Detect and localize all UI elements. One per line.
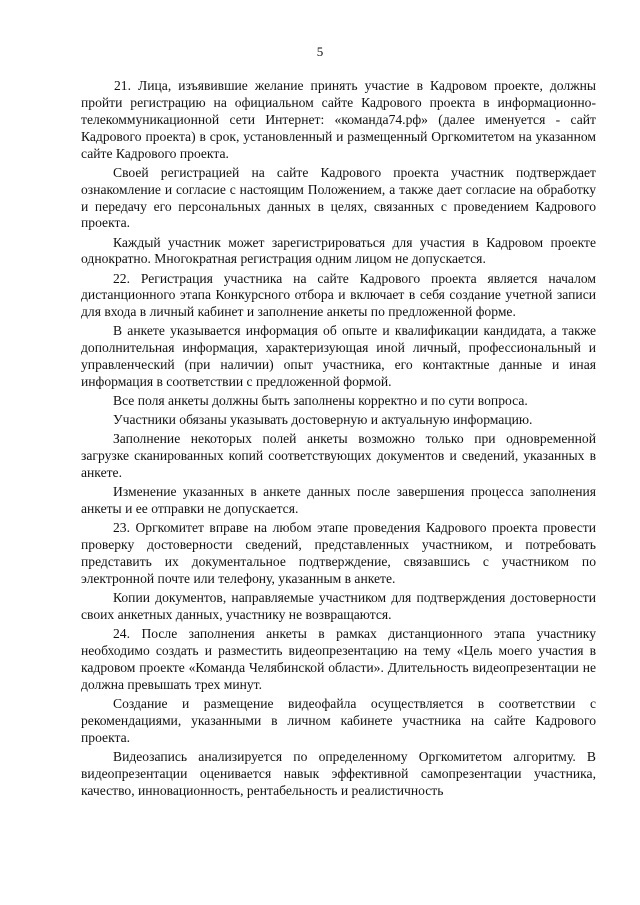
paragraph-scanned-copies: Заполнение некоторых полей анкеты возможно только при одновременной загрузке сканированных копий соответствующих документов и сведений, указанных в анкете.: [81, 431, 596, 481]
paragraph-reliable-info: Участники обязаны указывать достоверную и актуальную информацию.: [113, 412, 533, 428]
paragraph-questionnaire-info: В анкете указывается информация об опыте и квалификации кандидата, а также дополнительная информация, характеризующая иной личный, профессиональный и управленческий (при наличии) опыт участника, его контактные данные и иная информация в соответствии с предложенной формой.: [81, 323, 596, 390]
paragraph-fields-correct: Все поля анкеты должны быть заполнены корректно и по сути вопроса.: [113, 393, 528, 409]
paragraph-video-recommendations: Создание и размещение видеофайла осуществляется в соответствии с рекомендациями, указанными в личном кабинете участника на сайте Кадрового проекта.: [81, 695, 596, 745]
page-number: 5: [316, 44, 324, 59]
paragraph-21: 21. Лица, изъявившие желание принять участие в Кадровом проекте, должны пройти регистрацию на официальном сайте Кадрового проекта в информационно-телекоммуникационной сети Интернет: «команда74.рф» (далее именуется - сайт Кадрового проекта) в срок, установленный и размещенный Оргкомитетом на указанном сайте Кадрового проекта.: [81, 78, 596, 161]
paragraph-video-analysis: Видеозапись анализируется по определенному Оргкомитетом алгоритму. В видеопрезентации оценивается навык эффективной самопрезентации участника, качество, инновационность, рентабельность и реалистичность: [81, 748, 596, 798]
paragraph-23: 23. Оргкомитет вправе на любом этапе проведения Кадрового проекта провести проверку достоверности сведений, представленных участником, и потребовать представить их документальное подтверждение, связавшись с участником по электронной почте или телефону, указанным в анкете.: [81, 520, 596, 587]
paragraph-no-changes: Изменение указанных в анкете данных после завершения процесса заполнения анкеты и ее отправки не допускается.: [81, 484, 596, 517]
paragraph-single-registration: Каждый участник может зарегистрироваться для участия в Кадровом проекте однократно. Многократная регистрация одним лицом не допускается.: [81, 234, 596, 267]
document-body: [81, 78, 596, 802]
paragraph-24: 24. После заполнения анкеты в рамках дистанционного этапа участнику необходимо создать и разместить видеопрезентацию на тему «Цель моего участия в кадровом проекте «Команда Челябинской области». Длительность видеопрезентации не должна превышать трех минут.: [81, 626, 596, 692]
paragraph-registration-consent: Своей регистрацией на сайте Кадрового проекта участник подтверждает ознакомление и согласие с настоящим Положением, а также дает согласие на обработку и передачу его персональных данных в целях, связанных с проведением Кадрового проекта.: [81, 164, 596, 231]
paragraph-22: 22. Регистрация участника на сайте Кадрового проекта является началом дистанционного этапа Конкурсного отбора и включает в себя создание учетной записи для входа в личный кабинет и заполнение анкеты по предложенной форме.: [81, 270, 596, 320]
paragraph-copies-not-returned: Копии документов, направляемые участником для подтверждения достоверности своих анкетных данных, участнику не возвращаются.: [81, 590, 596, 623]
